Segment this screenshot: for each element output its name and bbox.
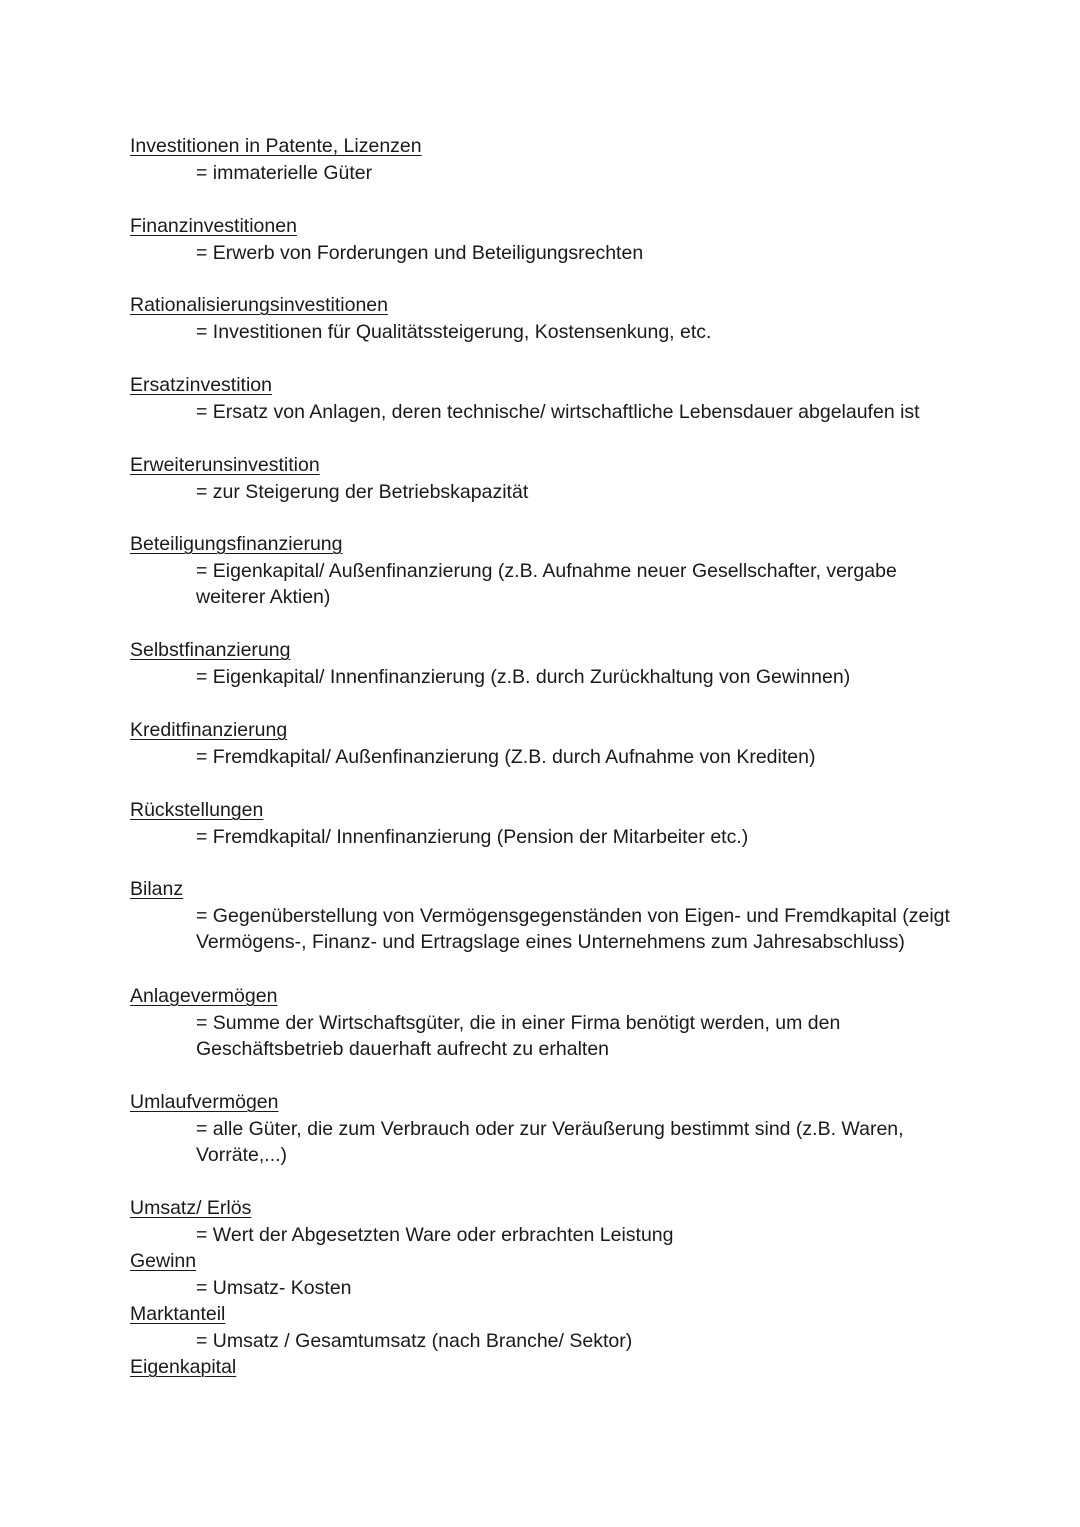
glossary-entry — [130, 372, 980, 425]
term-heading: Erweiterunsinvestition — [130, 454, 320, 476]
term-definition: = Fremdkapital/ Außenfinanzierung (Z.B. durch Aufnahme von Krediten) — [196, 745, 816, 768]
term-heading: Umsatz/ Erlös — [130, 1197, 252, 1219]
glossary-entry — [130, 292, 980, 345]
term-definition: = Erwerb von Forderungen und Beteiligungsrechten — [196, 241, 644, 264]
glossary-entry — [130, 531, 980, 611]
term-heading: Eigenkapital — [130, 1356, 237, 1378]
term-heading: Selbstfinanzierung — [130, 639, 291, 661]
term-definition: = Summe der Wirtschaftsgüter, die in einer Firma benötigt werden, um den Geschäftsbetrieb dauerhaft aufrecht zu erhalten — [196, 1011, 841, 1060]
term-heading: Marktanteil — [130, 1303, 226, 1325]
glossary-entry — [130, 213, 980, 266]
term-definition: = zur Steigerung der Betriebskapazität — [196, 480, 529, 503]
term-heading: Beteiligungsfinanzierung — [130, 533, 343, 555]
glossary-entry — [130, 876, 980, 956]
term-heading: Anlagevermögen — [130, 985, 278, 1007]
glossary-entry — [130, 1089, 980, 1169]
term-definition: = Ersatz von Anlagen, deren technische/ wirtschaftliche Lebensdauer abgelaufen ist — [196, 400, 920, 423]
glossary-entry — [130, 717, 980, 770]
term-heading: Rückstellungen — [130, 799, 264, 821]
glossary-entry — [130, 133, 980, 186]
term-definition: = Wert der Abgesetzten Ware oder erbrachten Leistung — [196, 1223, 674, 1246]
term-definition: = alle Güter, die zum Verbrauch oder zur Veräußerung bestimmt sind (z.B. Waren, Vorräte,...) — [196, 1117, 904, 1166]
term-heading: Finanzinvestitionen — [130, 215, 297, 237]
term-heading: Rationalisierungsinvestitionen — [130, 294, 388, 316]
term-definition: = Gegenüberstellung von Vermögensgegenständen von Eigen- und Fremdkapital (zeigt Vermögens-, Finanz- und Ertragslage eines Unternehmens zum Jahresabschluss) — [196, 904, 950, 953]
glossary-entry — [130, 797, 980, 850]
term-definition: = Eigenkapital/ Außenfinanzierung (z.B. Aufnahme neuer Gesellschafter, vergabe weiterer Aktien) — [196, 559, 897, 608]
term-definition: = immaterielle Güter — [196, 161, 373, 184]
glossary-entry — [130, 1195, 980, 1381]
term-definition: = Umsatz / Gesamtumsatz (nach Branche/ Sektor) — [196, 1329, 633, 1352]
term-heading: Ersatzinvestition — [130, 374, 272, 396]
term-definition: = Investitionen für Qualitätssteigerung, Kostensenkung, etc. — [196, 320, 712, 343]
glossary-entry — [130, 637, 980, 690]
term-definition: = Fremdkapital/ Innenfinanzierung (Pension der Mitarbeiter etc.) — [196, 825, 749, 848]
term-heading: Investitionen in Patente, Lizenzen — [130, 135, 422, 157]
glossary-entry — [130, 452, 980, 505]
term-definition: = Eigenkapital/ Innenfinanzierung (z.B. durch Zurückhaltung von Gewinnen) — [196, 665, 851, 688]
term-heading: Umlaufvermögen — [130, 1091, 279, 1113]
term-heading: Gewinn — [130, 1250, 197, 1272]
term-heading: Kreditfinanzierung — [130, 719, 288, 741]
term-definition: = Umsatz- Kosten — [196, 1276, 352, 1299]
term-heading: Bilanz — [130, 878, 184, 900]
glossary-entry — [130, 983, 980, 1063]
